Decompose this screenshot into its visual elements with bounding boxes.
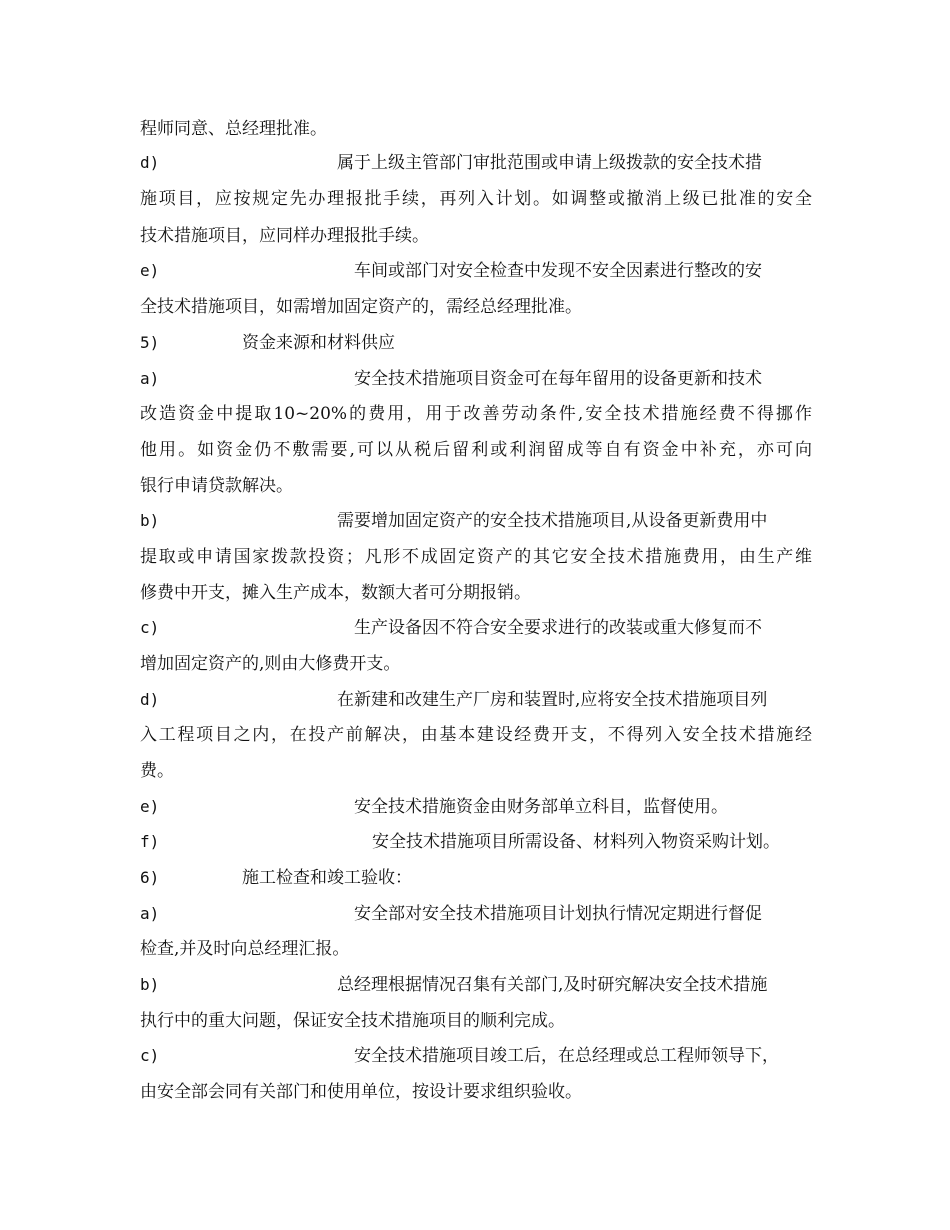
text-line: 程师同意、总经理批准。	[140, 119, 327, 139]
list-item-b	[140, 503, 812, 539]
item-marker: e)	[140, 797, 160, 816]
item-text: 安全技术措施项目资金可在每年留用的设备更新和技术	[354, 369, 762, 389]
list-item-b	[140, 967, 812, 1003]
item-text: 安全技术措施项目所需设备、材料列入物资采购计划。	[372, 832, 780, 852]
text-line: 技术措施项目，应同样办理报批手续。	[140, 226, 429, 246]
item-marker: b)	[140, 511, 160, 530]
item-marker: d)	[140, 690, 160, 709]
section-number: 6)	[140, 868, 160, 887]
text-line: 银行申请贷款解决。	[140, 476, 293, 496]
text-line: 由安全部会同有关部门和使用单位，按设计要求组织验收。	[140, 1082, 582, 1102]
list-item-a	[140, 896, 812, 932]
text-line: 增加固定资产的,则由大修费开支。	[140, 654, 401, 674]
list-item-d	[140, 682, 812, 718]
section-title: 资金来源和材料供应	[242, 333, 395, 353]
section-number: 5)	[140, 333, 160, 352]
list-item-d	[140, 145, 812, 181]
item-marker: e)	[140, 261, 160, 280]
section-heading-6	[140, 860, 812, 896]
item-marker: c)	[140, 618, 160, 637]
list-item-a	[140, 361, 812, 397]
text-line: 改造资金中提取10~20%的费用，用于改善劳动条件,安全技术措施经费不得挪作	[140, 404, 812, 424]
item-text: 安全技术措施资金由财务部单立科目，监督使用。	[354, 797, 728, 817]
text-line: 他用。如资金仍不敷需要,可以从税后留利或利润留成等自有资金中补充，亦可向	[140, 440, 812, 460]
section-heading-5	[140, 325, 812, 361]
item-text: 总经理根据情况召集有关部门,及时研究解决安全技术措施	[337, 975, 768, 995]
list-item-c	[140, 610, 812, 646]
item-marker: d)	[140, 153, 160, 172]
text-line: 提取或申请国家拨款投资；凡形不成固定资产的其它安全技术措施费用，由生产维	[140, 547, 812, 567]
item-text: 车间或部门对安全检查中发现不安全因素进行整改的安	[354, 261, 762, 281]
item-marker: a)	[140, 904, 160, 923]
list-item-f	[140, 824, 812, 860]
text-line: 检查,并及时向总经理汇报。	[140, 939, 350, 959]
text-line: 全技术措施项目，如需增加固定资产的，需经总经理批准。	[140, 297, 582, 317]
item-marker: a)	[140, 369, 160, 388]
item-text: 需要增加固定资产的安全技术措施项目,从设备更新费用中	[337, 511, 768, 531]
item-text: 在新建和改建生产厂房和装置时,应将安全技术措施项目列	[337, 690, 768, 710]
list-item-e	[140, 789, 812, 825]
section-title: 施工检查和竣工验收：	[242, 868, 412, 888]
text-line: 修费中开支，摊入生产成本，数额大者可分期报销。	[140, 583, 531, 603]
item-text: 属于上级主管部门审批范围或申请上级拨款的安全技术措	[337, 153, 762, 173]
item-marker: c)	[140, 1046, 160, 1065]
item-text: 生产设备因不符合安全要求进行的改装或重大修复而不	[354, 618, 762, 638]
item-text: 安全技术措施项目竣工后，在总经理或总工程师领导下，	[354, 1046, 779, 1066]
text-line: 费。	[140, 761, 174, 781]
text-line: 入工程项目之内，在投产前解决，由基本建设经费开支，不得列入安全技术措施经	[140, 725, 812, 745]
item-marker: b)	[140, 975, 160, 994]
text-line: 执行中的重大问题，保证安全技术措施项目的顺利完成。	[140, 1011, 565, 1031]
list-item-c	[140, 1038, 812, 1074]
item-marker: f)	[140, 832, 160, 851]
text-line: 施项目，应按规定先办理报批手续，再列入计划。如调整或撤消上级已批准的安全	[140, 189, 812, 209]
list-item-e	[140, 253, 812, 289]
item-text: 安全部对安全技术措施项目计划执行情况定期进行督促	[354, 904, 762, 924]
